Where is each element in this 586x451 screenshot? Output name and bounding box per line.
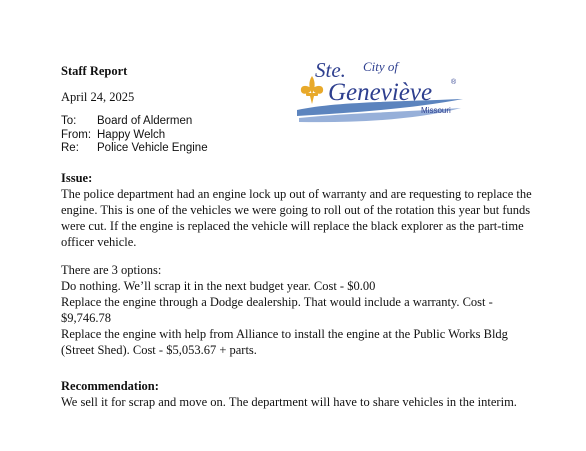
logo-ste: Ste. (315, 58, 346, 82)
memo-to-label: To: (61, 115, 77, 127)
memo-re-value: Police Vehicle Engine (97, 142, 208, 154)
options-intro: There are 3 options: (61, 263, 162, 277)
memo-re-label: Re: (61, 142, 79, 154)
issue-section (61, 170, 541, 250)
memo-to-row (61, 115, 208, 129)
issue-heading: Issue: (61, 171, 93, 185)
recommendation-text: We sell it for scrap and move on. The department will have to share vehicles in the interim. (61, 395, 517, 409)
report-date: April 24, 2025 (61, 90, 135, 104)
option-item-3: Replace the engine with help from Alliance to install the engine at the Public Works Bldg (Street Shed). Cost - $5,053.67 + parts. (61, 327, 508, 357)
logo-registered: ® (451, 79, 457, 86)
logo-name: Geneviève (328, 79, 433, 106)
option-item-2: Replace the engine through a Dodge dealership. That would include a warranty. Cost - $9,746.78 (61, 295, 493, 325)
recommendation-section (61, 378, 561, 410)
city-logo (295, 52, 465, 130)
memo-block (61, 115, 208, 156)
issue-text: The police department had an engine lock up out of warranty and are requesting to replace the engine. This is one of the vehicles we were going to roll out of the rotation this year but funds were cut. If the engine is replaced the vehicle will replace the black explorer as the part-time officer vehicle. (61, 187, 532, 249)
report-title: Staff Report (61, 64, 128, 78)
memo-to-value: Board of Aldermen (97, 115, 193, 127)
logo-city-of: City of (363, 59, 399, 74)
recommendation-heading: Recommendation: (61, 379, 159, 393)
option-item-1: Do nothing. We’ll scrap it in the next budget year. Cost - $0.00 (61, 279, 376, 293)
logo-state: Missouri (421, 106, 451, 115)
memo-from-row (61, 129, 208, 143)
memo-from-label: From: (61, 128, 92, 141)
memo-re-row (61, 142, 208, 156)
memo-from-value: Happy Welch (97, 128, 166, 141)
options-section (61, 262, 541, 358)
